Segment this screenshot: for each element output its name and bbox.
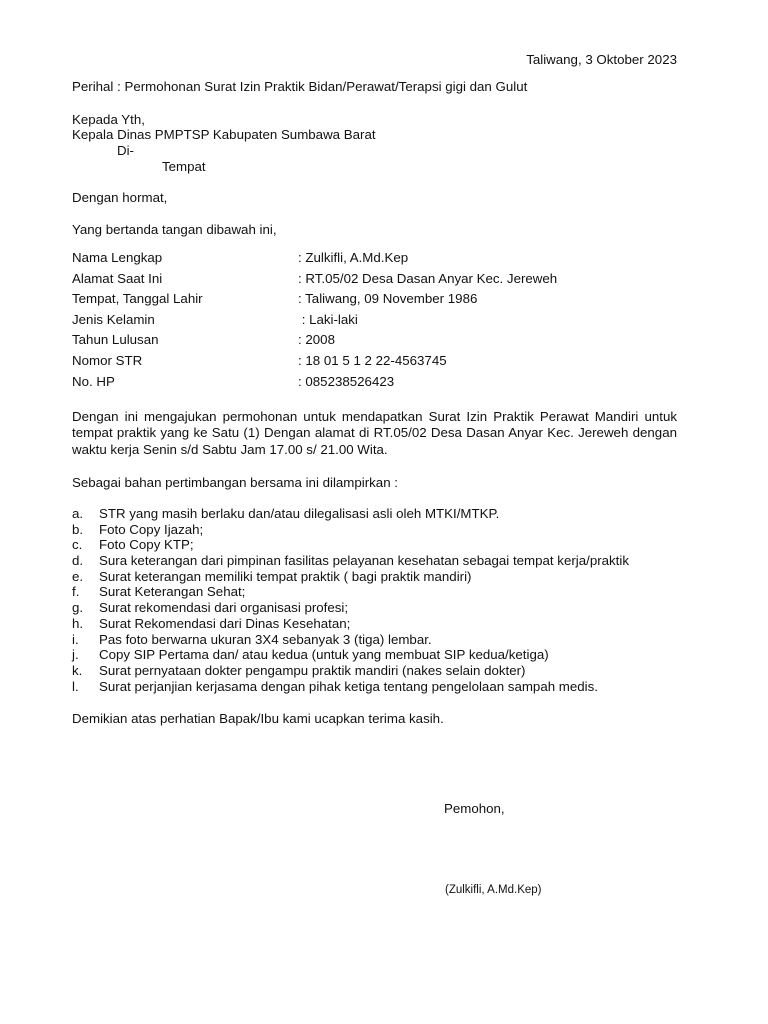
field-row <box>72 271 592 292</box>
list-text: Surat Rekomendasi dari Dinas Kesehatan; <box>99 615 351 631</box>
list-marker: b. <box>72 521 84 537</box>
signature-name: (Zulkifli, A.Md.Kep) <box>445 884 542 896</box>
field-value: : Zulkifli, A.Md.Kep <box>298 250 409 265</box>
applicant-fields <box>72 250 592 394</box>
list-marker: h. <box>72 615 84 631</box>
list-item <box>72 522 692 538</box>
recipient-name: Kepala Dinas PMPTSP Kabupaten Sumbawa Barat <box>72 127 376 142</box>
field-row <box>72 250 592 271</box>
list-marker: g. <box>72 600 84 616</box>
list-item <box>72 506 692 522</box>
recipient-di: Di- <box>117 143 134 158</box>
list-item <box>72 569 692 585</box>
body-paragraph: Dengan ini mengajukan permohonan untuk mendapatkan Surat Izin Praktik Perawat Mandiri untuk tempat praktik yang ke Satu (1) Dengan alamat di RT.05/02 Desa Dasan Anyar Kec. Jereweh dengan waktu kerja Senin s/d Sabtu Jam 17.00 s/ 21.00 Wita. <box>72 409 677 457</box>
list-text: Surat perjanjian kerjasama dengan pihak ketiga tentang pengelolaan sampah medis. <box>99 678 598 694</box>
attachments-list <box>72 506 692 694</box>
list-text: Copy SIP Pertama dan/ atau kedua (untuk yang membuat SIP kedua/ketiga) <box>99 647 549 663</box>
subject-line: Perihal : Permohonan Surat Izin Praktik Bidan/Perawat/Terapsi gigi dan Gulut <box>72 79 528 94</box>
field-value: : Laki-laki <box>298 311 358 327</box>
field-value: : Taliwang, 09 November 1986 <box>298 291 478 307</box>
list-item <box>72 600 692 616</box>
list-text: Surat pernyataan dokter pengampu praktik mandiri (nakes selain dokter) <box>99 662 526 678</box>
field-label: Tahun Lulusan <box>72 332 159 348</box>
list-marker: f. <box>72 584 80 600</box>
list-marker: i. <box>72 631 79 647</box>
field-row <box>72 353 592 374</box>
list-marker: k. <box>72 662 83 678</box>
list-text: Surat keterangan memiliki tempat praktik ( bagi praktik mandiri) <box>99 568 472 584</box>
list-text: Surat rekomendasi dari organisasi profesi; <box>99 600 349 616</box>
attachments-intro: Sebagai bahan pertimbangan bersama ini dilampirkan : <box>72 475 398 490</box>
list-item <box>72 679 692 695</box>
intro-line: Yang bertanda tangan dibawah ini, <box>72 222 277 237</box>
list-marker: j. <box>72 647 79 663</box>
field-label: Nama Lengkap <box>72 250 163 265</box>
list-marker: a. <box>72 506 84 521</box>
field-row <box>72 291 592 312</box>
list-item <box>72 616 692 632</box>
field-value: : 2008 <box>298 332 335 348</box>
list-item <box>72 647 692 663</box>
list-text: Pas foto berwarna ukuran 3X4 sebanyak 3 (tiga) lembar. <box>99 631 432 647</box>
recipient-salutation: Kepada Yth, <box>72 112 145 127</box>
list-item <box>72 663 692 679</box>
field-label: Alamat Saat Ini <box>72 270 163 286</box>
list-text: STR yang masih berlaku dan/atau dilegalisasi asli oleh MTKI/MTKP. <box>99 506 500 521</box>
field-label: Nomor STR <box>72 352 143 368</box>
field-label: Jenis Kelamin <box>72 311 155 327</box>
field-label: No. HP <box>72 373 115 389</box>
list-marker: c. <box>72 537 83 553</box>
list-item <box>72 584 692 600</box>
field-value: : RT.05/02 Desa Dasan Anyar Kec. Jereweh <box>298 270 558 286</box>
list-text: Foto Copy KTP; <box>99 537 194 553</box>
list-item <box>72 537 692 553</box>
greeting: Dengan hormat, <box>72 190 168 205</box>
list-text: Sura keterangan dari pimpinan fasilitas pelayanan kesehatan sebagai tempat kerja/praktik <box>99 553 629 569</box>
field-value: : 085238526423 <box>298 373 395 389</box>
list-item <box>72 553 692 569</box>
field-label: Tempat, Tanggal Lahir <box>72 291 203 307</box>
field-row <box>72 332 592 353</box>
list-marker: e. <box>72 568 84 584</box>
field-value: : 18 01 5 1 2 22-4563745 <box>298 352 447 368</box>
list-marker: l. <box>72 678 79 694</box>
list-text: Surat Keterangan Sehat; <box>99 584 246 600</box>
field-row <box>72 312 592 333</box>
list-text: Foto Copy Ijazah; <box>99 521 204 537</box>
signature-label: Pemohon, <box>444 801 505 816</box>
place-date: Taliwang, 3 Oktober 2023 <box>526 52 677 67</box>
field-row <box>72 374 592 395</box>
list-item <box>72 632 692 648</box>
recipient-place: Tempat <box>162 159 206 174</box>
list-marker: d. <box>72 553 84 569</box>
closing-line: Demikian atas perhatian Bapak/Ibu kami ucapkan terima kasih. <box>72 711 444 726</box>
